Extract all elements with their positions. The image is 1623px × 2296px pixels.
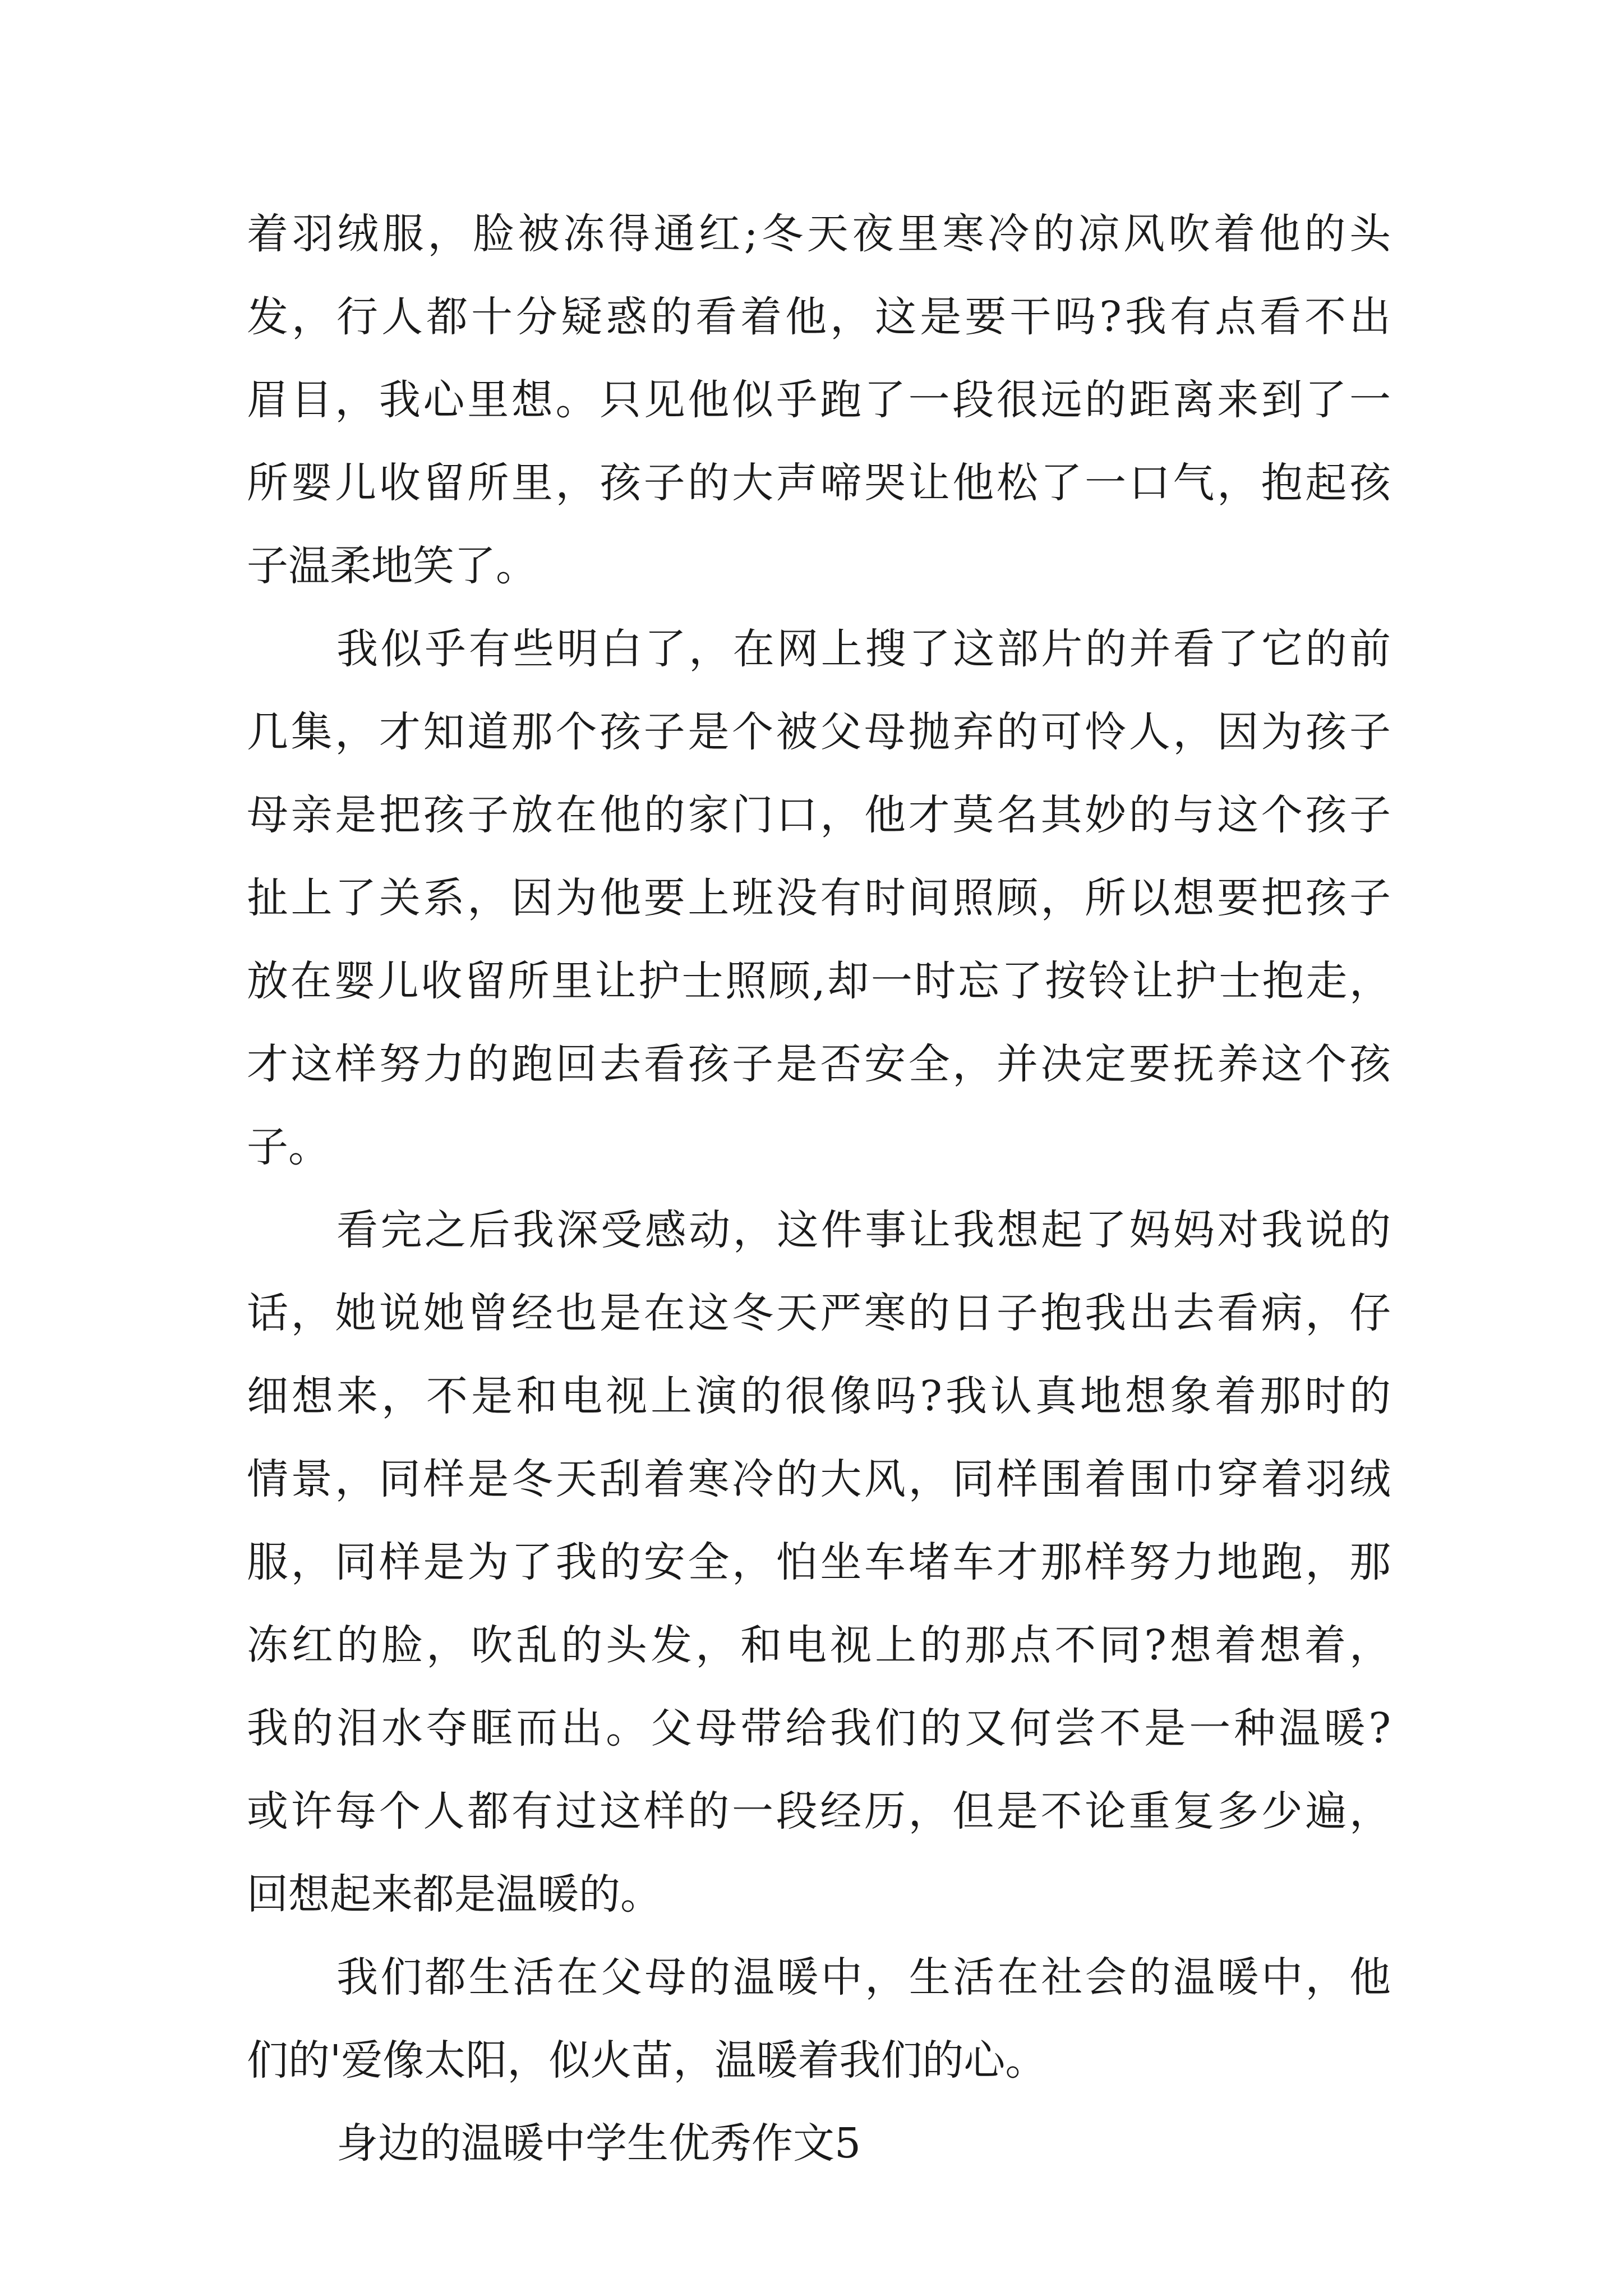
text-line: 我的泪水夺眶而出。父母带给我们的又何尝不是一种温暖?	[247, 1704, 1391, 1752]
text-line: 所婴儿收留所里，孩子的大声啼哭让他松了一口气，抱起孩	[247, 459, 1391, 507]
text-line: 才这样努力的跑回去看孩子是否安全，并决定要抚养这个孩	[247, 1040, 1391, 1088]
text-line: 几集，才知道那个孩子是个被父母抛弃的可怜人，因为孩子	[247, 708, 1391, 756]
text-line: 子。	[247, 1123, 330, 1171]
text-line: 们的'爱像太阳，似火苗，温暖着我们的心。	[247, 2036, 1047, 2085]
text-line: 情景，同样是冬天刮着寒冷的大风，同样围着围巾穿着羽绒	[247, 1455, 1391, 1503]
text-line: 放在婴儿收留所里让护士照顾,却一时忘了按铃让护士抱走，	[247, 957, 1391, 1005]
text-line: 回想起来都是温暖的。	[247, 1870, 662, 1918]
text-line: 着羽绒服，脸被冻得通红;冬天夜里寒冷的凉风吹着他的头	[247, 210, 1391, 258]
section-heading: 身边的温暖中学生优秀作文5	[336, 2119, 861, 2168]
text-line: 或许每个人都有过这样的一段经历，但是不论重复多少遍，	[247, 1787, 1391, 1835]
text-line: 冻红的脸，吹乱的头发，和电视上的那点不同?想着想着，	[247, 1621, 1391, 1669]
text-line: 眉目，我心里想。只见他似乎跑了一段很远的距离来到了一	[247, 376, 1391, 424]
text-line: 扯上了关系，因为他要上班没有时间照顾，所以想要把孩子	[247, 874, 1391, 922]
text-line: 服，同样是为了我的安全，怕坐车堵车才那样努力地跑，那	[247, 1538, 1391, 1586]
text-line: 子温柔地笑了。	[247, 542, 537, 590]
paragraph-first-line: 我们都生活在父母的温暖中，生活在社会的温暖中，他	[336, 1953, 1391, 2001]
text-line: 话，她说她曾经也是在这冬天严寒的日子抱我出去看病，仔	[247, 1289, 1391, 1337]
text-line: 发，行人都十分疑惑的看着他，这是要干吗?我有点看不出	[247, 293, 1391, 341]
text-line: 母亲是把孩子放在他的家门口，他才莫名其妙的与这个孩子	[247, 791, 1391, 839]
paragraph-first-line: 我似乎有些明白了，在网上搜了这部片的并看了它的前	[336, 625, 1391, 673]
paragraph-first-line: 看完之后我深受感动，这件事让我想起了妈妈对我说的	[336, 1206, 1391, 1254]
text-line: 细想来，不是和电视上演的很像吗?我认真地想象着那时的	[247, 1372, 1391, 1420]
